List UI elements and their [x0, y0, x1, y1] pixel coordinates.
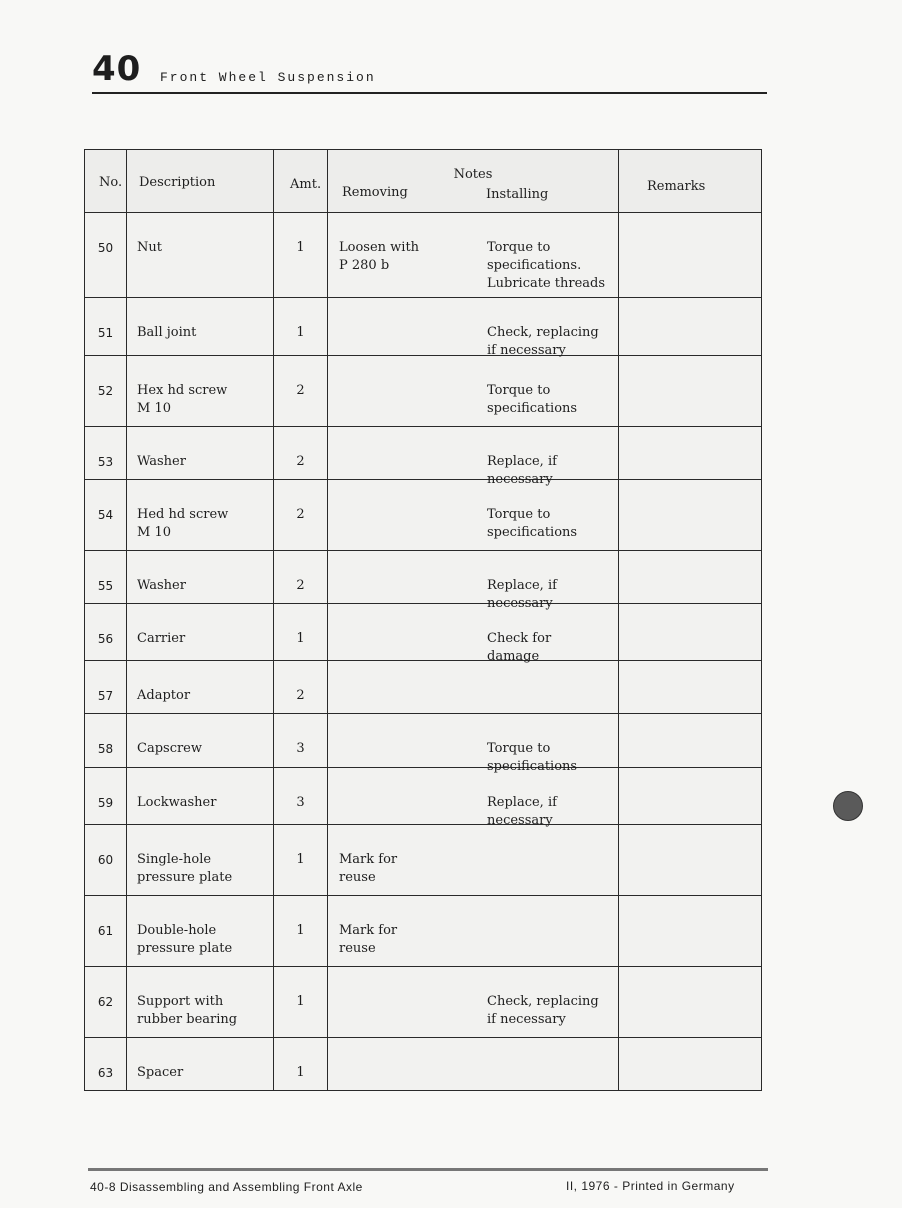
- footer-rule: [88, 1168, 768, 1171]
- installing-line: necessary: [487, 472, 553, 487]
- cell-remarks: [619, 213, 762, 298]
- installing-line: Torque to: [487, 240, 551, 255]
- cell-amount: 3: [274, 768, 328, 825]
- cell-no: 56: [85, 604, 127, 661]
- installing-line: specifications.: [487, 258, 582, 273]
- cell-remarks: [619, 768, 762, 825]
- table-row: [85, 356, 762, 427]
- removing-line: Mark for: [339, 852, 398, 867]
- removing-note: [328, 851, 479, 887]
- installing-line: Replace, if: [487, 454, 557, 469]
- description-line: rubber bearing: [137, 1012, 238, 1027]
- cell-amount: 1: [274, 967, 328, 1038]
- installing-line: specifications: [487, 401, 578, 416]
- cell-notes: [328, 551, 619, 611]
- installing-label: Installing: [486, 187, 549, 202]
- cell-notes: [328, 714, 619, 774]
- cell-description: [127, 427, 274, 480]
- cell-notes: [328, 1038, 619, 1091]
- cell-remarks: [619, 298, 762, 356]
- section-number: 40: [92, 49, 142, 89]
- removing-note: [328, 324, 479, 325]
- installing-line: specifications: [487, 759, 578, 774]
- description-line: Double-hole: [137, 923, 217, 938]
- cell-description: [127, 714, 274, 768]
- column-header-no: No.: [85, 150, 127, 213]
- removing-note: [328, 687, 479, 688]
- cell-remarks: [619, 1038, 762, 1091]
- cell-description: [127, 1038, 274, 1091]
- cell-notes: [328, 213, 619, 298]
- cell-remarks: [619, 551, 762, 604]
- cell-notes: [328, 427, 619, 487]
- cell-amount: 1: [274, 1038, 328, 1091]
- installing-line: specifications: [487, 525, 578, 540]
- table-row: [85, 714, 762, 768]
- cell-amount: 2: [274, 427, 328, 480]
- section-tab-marker: [833, 791, 863, 821]
- cell-amount: 1: [274, 896, 328, 967]
- cell-notes: [328, 480, 619, 551]
- cell-remarks: [619, 661, 762, 714]
- cell-notes: [328, 825, 619, 896]
- cell-description: [127, 661, 274, 714]
- description-line: pressure plate: [137, 941, 233, 956]
- column-header-notes: [328, 150, 619, 213]
- cell-no: 58: [85, 714, 127, 768]
- description-line: Washer: [137, 578, 186, 593]
- installing-line: damage: [487, 649, 540, 664]
- removing-note: [328, 794, 479, 795]
- cell-description: [127, 298, 274, 356]
- page-header: [92, 49, 767, 96]
- description-line: Nut: [137, 240, 162, 255]
- description-line: Lockwasher: [137, 795, 217, 810]
- table-row: [85, 661, 762, 714]
- installing-line: necessary: [487, 596, 553, 611]
- cell-no: 60: [85, 825, 127, 896]
- removing-note: [328, 740, 479, 741]
- installing-line: if necessary: [487, 1012, 566, 1027]
- cell-notes: [328, 768, 619, 828]
- description-line: Ball joint: [137, 325, 197, 340]
- table-row: [85, 1038, 762, 1091]
- table-row: [85, 604, 762, 661]
- description-line: Carrier: [137, 631, 186, 646]
- cell-no: 54: [85, 480, 127, 551]
- removing-line: P 280 b: [339, 258, 390, 273]
- installing-note: [487, 993, 617, 1029]
- cell-amount: 2: [274, 661, 328, 714]
- cell-remarks: [619, 896, 762, 967]
- description-line: M 10: [137, 525, 171, 540]
- installing-line: Check for: [487, 631, 552, 646]
- removing-note: [328, 577, 479, 578]
- cell-no: 59: [85, 768, 127, 825]
- cell-no: 63: [85, 1038, 127, 1091]
- removing-note: [328, 1064, 479, 1065]
- table-row: [85, 825, 762, 896]
- cell-notes: [328, 298, 619, 356]
- removing-line: reuse: [339, 870, 376, 885]
- description-line: Hex hd screw: [137, 383, 228, 398]
- description-line: Single-hole: [137, 852, 212, 867]
- removing-note: [328, 506, 479, 507]
- cell-description: [127, 604, 274, 661]
- cell-no: 55: [85, 551, 127, 604]
- cell-amount: 1: [274, 298, 328, 356]
- cell-remarks: [619, 825, 762, 896]
- footer-print-info: II, 1976 - Printed in Germany: [566, 1179, 735, 1193]
- table-row: [85, 967, 762, 1038]
- cell-description: [127, 480, 274, 551]
- cell-no: 52: [85, 356, 127, 427]
- installing-line: Torque to: [487, 741, 551, 756]
- table-header-row: [85, 150, 762, 213]
- cell-amount: 2: [274, 551, 328, 604]
- installing-line: Check, replacing: [487, 325, 599, 340]
- cell-description: [127, 768, 274, 825]
- cell-amount: 2: [274, 480, 328, 551]
- description-line: pressure plate: [137, 870, 233, 885]
- installing-line: Check, replacing: [487, 994, 599, 1009]
- table-row: [85, 480, 762, 551]
- cell-amount: 3: [274, 714, 328, 768]
- description-line: Adaptor: [137, 688, 191, 703]
- cell-amount: 1: [274, 213, 328, 298]
- footer-page-info: 40-8 Disassembling and Assembling Front Axle: [90, 1180, 363, 1194]
- installing-line: Lubricate threads: [487, 276, 606, 291]
- description-line: Spacer: [137, 1065, 184, 1080]
- removing-line: Loosen with: [339, 240, 420, 255]
- cell-notes: [328, 356, 619, 427]
- section-title: Front Wheel Suspension: [160, 70, 376, 85]
- cell-remarks: [619, 604, 762, 661]
- cell-notes: [328, 604, 619, 664]
- table-row: [85, 551, 762, 604]
- removing-note: [328, 453, 479, 454]
- removing-note: [328, 239, 479, 275]
- parts-table: [84, 149, 762, 1091]
- cell-amount: 1: [274, 604, 328, 661]
- description-line: Support with: [137, 994, 224, 1009]
- table-row: [85, 213, 762, 298]
- table-row: [85, 768, 762, 825]
- removing-line: reuse: [339, 941, 376, 956]
- cell-description: [127, 213, 274, 298]
- cell-no: 50: [85, 213, 127, 298]
- removing-line: Mark for: [339, 923, 398, 938]
- table-row: [85, 298, 762, 356]
- cell-no: 57: [85, 661, 127, 714]
- header-rule: [92, 92, 767, 94]
- cell-description: [127, 967, 274, 1038]
- cell-remarks: [619, 480, 762, 551]
- cell-description: [127, 356, 274, 427]
- notes-label: Notes: [453, 167, 493, 182]
- removing-note: [328, 922, 479, 958]
- cell-remarks: [619, 714, 762, 768]
- cell-no: 62: [85, 967, 127, 1038]
- cell-no: 53: [85, 427, 127, 480]
- removing-note: [328, 993, 479, 994]
- cell-no: 51: [85, 298, 127, 356]
- description-line: M 10: [137, 401, 171, 416]
- cell-remarks: [619, 427, 762, 480]
- installing-note: [487, 324, 617, 360]
- cell-remarks: [619, 356, 762, 427]
- cell-notes: [328, 896, 619, 967]
- cell-notes: [328, 967, 619, 1038]
- table-row: [85, 427, 762, 480]
- removing-label: Removing: [342, 185, 408, 200]
- installing-line: Torque to: [487, 507, 551, 522]
- cell-description: [127, 896, 274, 967]
- cell-remarks: [619, 967, 762, 1038]
- cell-amount: 1: [274, 825, 328, 896]
- description-line: Hed hd screw: [137, 507, 229, 522]
- installing-line: Replace, if: [487, 795, 557, 810]
- installing-note: [487, 239, 617, 293]
- cell-amount: 2: [274, 356, 328, 427]
- installing-note: [487, 506, 617, 542]
- installing-note: [487, 382, 617, 418]
- column-header-remarks: Remarks: [619, 150, 762, 213]
- installing-line: if necessary: [487, 343, 566, 358]
- removing-note: [328, 630, 479, 631]
- description-line: Capscrew: [137, 741, 203, 756]
- cell-description: [127, 551, 274, 604]
- column-header-amt: Amt.: [274, 150, 328, 213]
- cell-no: 61: [85, 896, 127, 967]
- table-row: [85, 896, 762, 967]
- column-header-description: Description: [127, 150, 274, 213]
- removing-note: [328, 382, 479, 383]
- installing-line: Torque to: [487, 383, 551, 398]
- installing-line: Replace, if: [487, 578, 557, 593]
- description-line: Washer: [137, 454, 186, 469]
- cell-notes: [328, 661, 619, 714]
- installing-line: necessary: [487, 813, 553, 828]
- cell-description: [127, 825, 274, 896]
